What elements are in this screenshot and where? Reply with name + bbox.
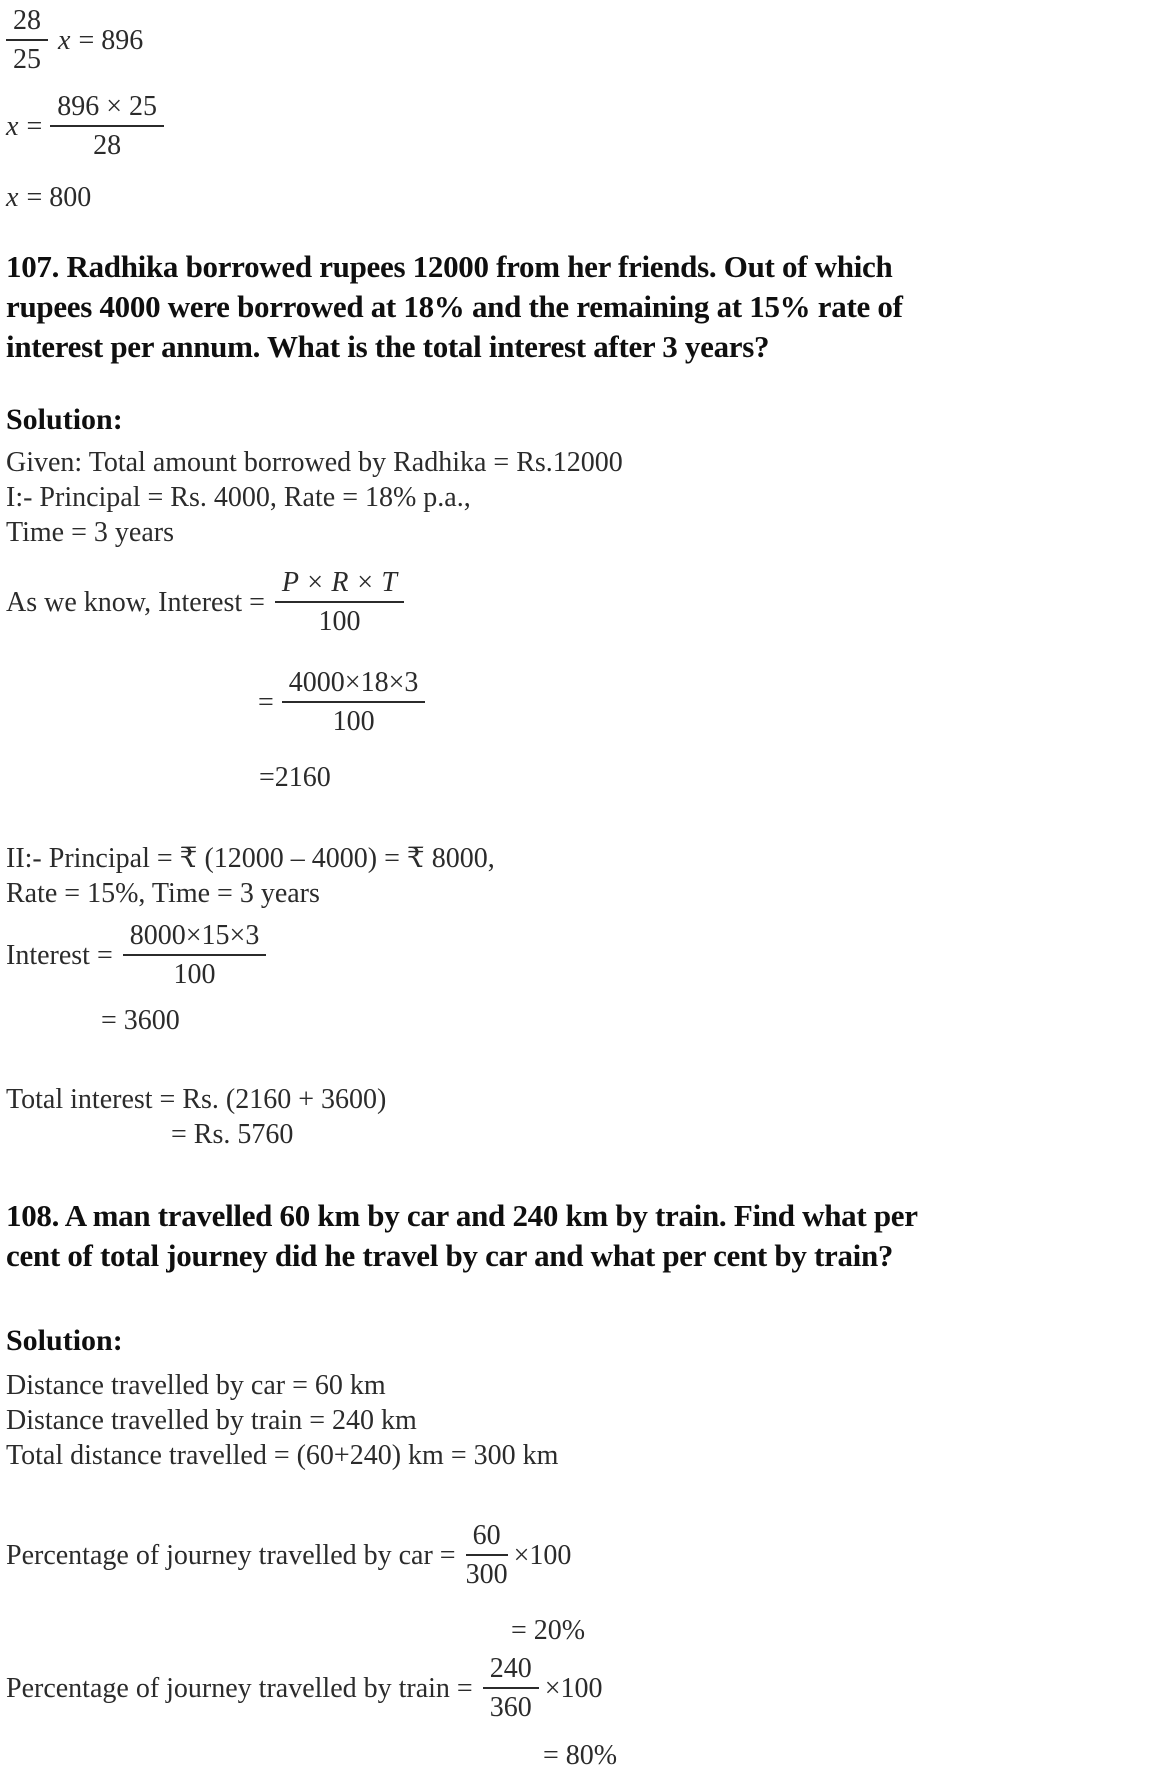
part2-principal-line: II:- Principal = ₹ (12000 – 4000) = ₹ 8000, bbox=[6, 843, 495, 874]
variable-x: x bbox=[6, 182, 19, 213]
fraction-numerator: 4000×18×3 bbox=[282, 666, 426, 703]
time-line: Time = 3 years bbox=[6, 517, 174, 548]
interest-formula-label: As we know, Interest = bbox=[6, 586, 265, 618]
fraction-28-25 bbox=[6, 4, 48, 76]
percentage-train-result: = 80% bbox=[543, 1740, 618, 1771]
equation-rhs: = 896 bbox=[78, 24, 144, 56]
equation-x-solve bbox=[6, 90, 1172, 162]
fraction-numerator: 28 bbox=[6, 4, 48, 41]
fraction-8000x15x3-100 bbox=[123, 919, 267, 991]
interest-substitution-row bbox=[258, 666, 1172, 738]
fraction-denominator: 100 bbox=[173, 959, 216, 990]
equals-sign: = bbox=[26, 110, 43, 142]
equation-x-result bbox=[6, 180, 1172, 215]
fraction-numerator: 896 × 25 bbox=[50, 90, 164, 127]
fraction-numerator: P × R × T bbox=[275, 566, 404, 603]
percentage-train-label: Percentage of journey travelled by train = bbox=[6, 1672, 473, 1704]
problem-108-heading-line: cent of total journey did he travel by car and what per cent by train? bbox=[6, 1238, 894, 1273]
part1-principal-line: I:- Principal = Rs. 4000, Rate = 18% p.a., bbox=[6, 482, 471, 513]
fraction-numerator: 240 bbox=[483, 1652, 539, 1689]
variable-x: x bbox=[6, 110, 19, 142]
fraction-4000x18x3-100 bbox=[282, 666, 426, 738]
times-100: ×100 bbox=[544, 1672, 603, 1704]
interest-1-result: =2160 bbox=[259, 762, 331, 793]
solution-107-label: Solution: bbox=[6, 403, 123, 436]
interest-formula-row bbox=[6, 566, 1172, 638]
percentage-car-label: Percentage of journey travelled by car = bbox=[6, 1539, 456, 1571]
equation-28-25x bbox=[6, 4, 1172, 76]
percentage-car-result: = 20% bbox=[511, 1615, 586, 1646]
equals-sign: = bbox=[258, 686, 274, 718]
fraction-prt-100 bbox=[275, 566, 404, 638]
solution-108-label: Solution: bbox=[6, 1324, 123, 1357]
variable-x: x bbox=[58, 24, 71, 56]
total-interest-result: = Rs. 5760 bbox=[171, 1119, 294, 1150]
fraction-denominator: 28 bbox=[93, 130, 122, 161]
fraction-denominator: 25 bbox=[13, 44, 41, 75]
problem-108-heading bbox=[6, 1196, 1172, 1276]
fraction-numerator: 8000×15×3 bbox=[123, 919, 267, 956]
total-interest-line: Total interest = Rs. (2160 + 3600) bbox=[6, 1084, 387, 1115]
distance-train-line: Distance travelled by train = 240 km bbox=[6, 1405, 417, 1436]
interest-2-label: Interest = bbox=[6, 939, 113, 971]
fraction-60-300 bbox=[466, 1519, 508, 1591]
problem-107-heading-line: rupees 4000 were borrowed at 18% and the remaining at 15% rate of bbox=[6, 289, 903, 324]
distance-car-line: Distance travelled by car = 60 km bbox=[6, 1370, 386, 1401]
interest-2-result: = 3600 bbox=[101, 1005, 180, 1036]
fraction-denominator: 100 bbox=[318, 606, 361, 637]
total-distance-line: Total distance travelled = (60+240) km = 300 km bbox=[6, 1440, 559, 1471]
interest-2-row bbox=[6, 919, 1172, 991]
fraction-denominator: 360 bbox=[489, 1692, 532, 1723]
problem-107-heading bbox=[6, 247, 1172, 367]
problem-107-heading-line: interest per annum. What is the total interest after 3 years? bbox=[6, 329, 770, 364]
fraction-240-360 bbox=[483, 1652, 539, 1724]
equation-rhs: = 800 bbox=[26, 182, 92, 213]
rate-time-line: Rate = 15%, Time = 3 years bbox=[6, 878, 320, 909]
fraction-denominator: 300 bbox=[465, 1559, 508, 1590]
times-100: ×100 bbox=[513, 1539, 572, 1571]
problem-107-heading-line: 107. Radhika borrowed rupees 12000 from her friends. Out of which bbox=[6, 249, 893, 284]
percentage-car-row bbox=[6, 1519, 1172, 1591]
percentage-train-row bbox=[6, 1652, 1172, 1724]
fraction-numerator: 60 bbox=[466, 1519, 508, 1556]
given-line: Given: Total amount borrowed by Radhika = Rs.12000 bbox=[6, 447, 623, 478]
fraction-896x25-28 bbox=[50, 90, 164, 162]
problem-108-heading-line: 108. A man travelled 60 km by car and 240 km by train. Find what per bbox=[6, 1198, 918, 1233]
fraction-denominator: 100 bbox=[332, 706, 375, 737]
